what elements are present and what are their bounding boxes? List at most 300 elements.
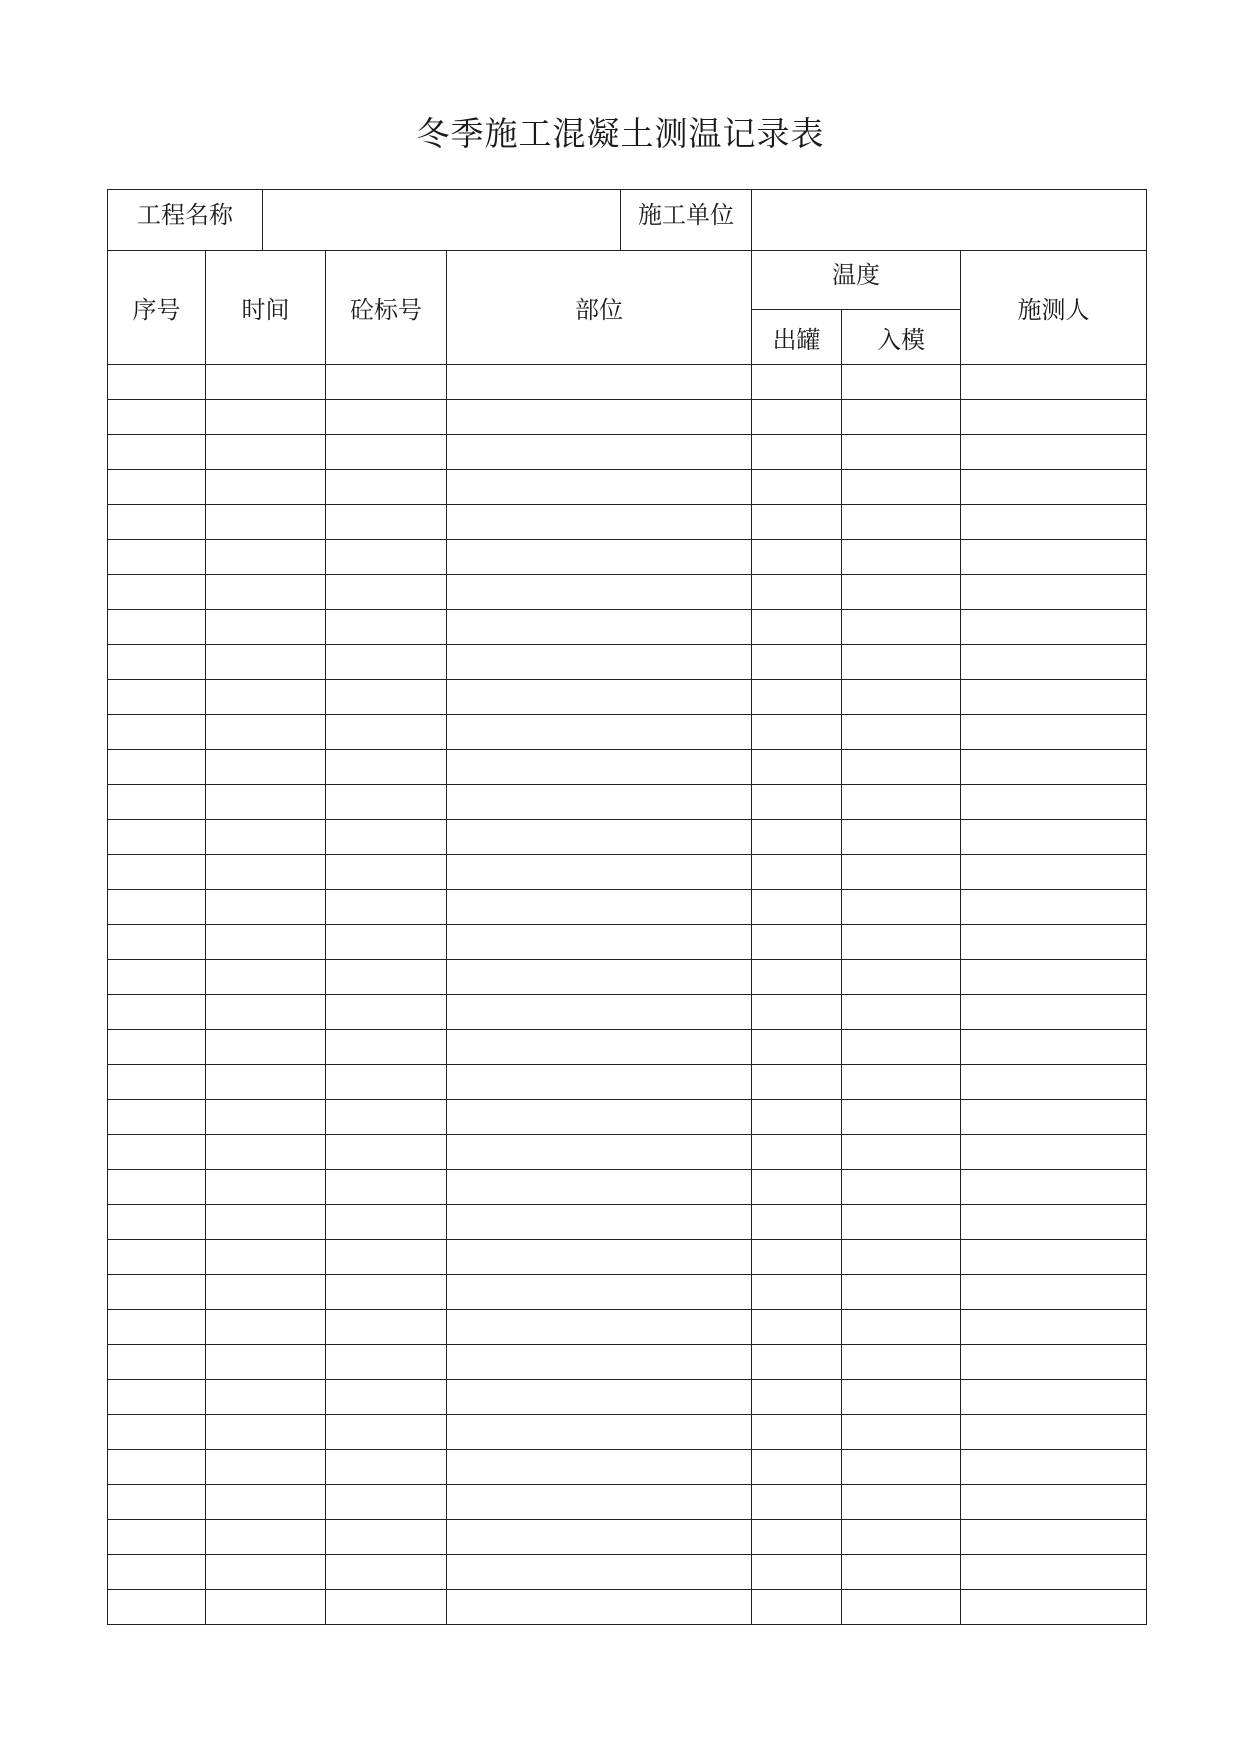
cell-grade[interactable] <box>326 400 447 435</box>
cell-tester[interactable] <box>961 680 1147 715</box>
cell-tester[interactable] <box>961 540 1147 575</box>
cell-grade[interactable] <box>326 750 447 785</box>
cell-tester[interactable] <box>961 1485 1147 1520</box>
cell-time[interactable] <box>206 400 326 435</box>
cell-tester[interactable] <box>961 995 1147 1030</box>
cell-tester[interactable] <box>961 1345 1147 1380</box>
cell-seq[interactable] <box>108 1485 206 1520</box>
cell-seq[interactable] <box>108 575 206 610</box>
col-header-tester: 施测人 <box>961 251 1147 365</box>
cell-seq[interactable] <box>108 1030 206 1065</box>
cell-tester[interactable] <box>961 435 1147 470</box>
col-header-temperature: 温度 <box>752 251 961 310</box>
cell-outlet[interactable] <box>752 680 842 715</box>
table-row <box>108 1380 1147 1415</box>
cell-time[interactable] <box>206 1415 326 1450</box>
cell-in-mold[interactable] <box>842 1555 961 1590</box>
table-row <box>108 1485 1147 1520</box>
cell-location[interactable] <box>447 645 752 680</box>
cell-in-mold[interactable] <box>842 1205 961 1240</box>
cell-tester[interactable] <box>961 925 1147 960</box>
table-row <box>108 1415 1147 1450</box>
cell-seq[interactable] <box>108 1415 206 1450</box>
cell-seq[interactable] <box>108 715 206 750</box>
table-row <box>108 645 1147 680</box>
cell-time[interactable] <box>206 925 326 960</box>
cell-in-mold[interactable] <box>842 435 961 470</box>
cell-grade[interactable] <box>326 505 447 540</box>
temperature-record-table <box>107 189 1147 1625</box>
cell-grade[interactable] <box>326 890 447 925</box>
cell-in-mold[interactable] <box>842 1135 961 1170</box>
cell-in-mold[interactable] <box>842 1100 961 1135</box>
cell-location[interactable] <box>447 960 752 995</box>
cell-time[interactable] <box>206 435 326 470</box>
cell-location[interactable] <box>447 820 752 855</box>
contractor-label: 施工单位 <box>621 190 752 251</box>
cell-in-mold[interactable] <box>842 680 961 715</box>
cell-outlet[interactable] <box>752 1205 842 1240</box>
cell-in-mold[interactable] <box>842 1415 961 1450</box>
cell-time[interactable] <box>206 1485 326 1520</box>
cell-in-mold[interactable] <box>842 645 961 680</box>
cell-seq[interactable] <box>108 645 206 680</box>
cell-tester[interactable] <box>961 715 1147 750</box>
cell-outlet[interactable] <box>752 960 842 995</box>
cell-time[interactable] <box>206 575 326 610</box>
cell-seq[interactable] <box>108 1310 206 1345</box>
cell-location[interactable] <box>447 1170 752 1205</box>
cell-outlet[interactable] <box>752 1520 842 1555</box>
cell-time[interactable] <box>206 1065 326 1100</box>
cell-seq[interactable] <box>108 400 206 435</box>
cell-time[interactable] <box>206 1380 326 1415</box>
table-row <box>108 715 1147 750</box>
cell-outlet[interactable] <box>752 1065 842 1100</box>
cell-outlet[interactable] <box>752 1380 842 1415</box>
cell-outlet[interactable] <box>752 855 842 890</box>
cell-in-mold[interactable] <box>842 1345 961 1380</box>
cell-seq[interactable] <box>108 365 206 400</box>
cell-location[interactable] <box>447 1310 752 1345</box>
cell-location[interactable] <box>447 1205 752 1240</box>
cell-tester[interactable] <box>961 1100 1147 1135</box>
cell-location[interactable] <box>447 715 752 750</box>
cell-in-mold[interactable] <box>842 400 961 435</box>
cell-in-mold[interactable] <box>842 1275 961 1310</box>
cell-outlet[interactable] <box>752 1030 842 1065</box>
cell-tester[interactable] <box>961 855 1147 890</box>
cell-tester[interactable] <box>961 505 1147 540</box>
table-row <box>108 1065 1147 1100</box>
cell-location[interactable] <box>447 1030 752 1065</box>
cell-location[interactable] <box>447 1415 752 1450</box>
cell-time[interactable] <box>206 1345 326 1380</box>
table-row <box>108 1555 1147 1590</box>
cell-tester[interactable] <box>961 785 1147 820</box>
cell-grade[interactable] <box>326 1415 447 1450</box>
cell-tester[interactable] <box>961 1135 1147 1170</box>
cell-time[interactable] <box>206 785 326 820</box>
col-header-grade: 砼标号 <box>326 251 447 365</box>
cell-outlet[interactable] <box>752 645 842 680</box>
cell-grade[interactable] <box>326 1485 447 1520</box>
cell-in-mold[interactable] <box>842 1240 961 1275</box>
cell-outlet[interactable] <box>752 995 842 1030</box>
table-row <box>108 575 1147 610</box>
cell-grade[interactable] <box>326 1555 447 1590</box>
cell-time[interactable] <box>206 1275 326 1310</box>
cell-seq[interactable] <box>108 505 206 540</box>
cell-time[interactable] <box>206 890 326 925</box>
cell-grade[interactable] <box>326 1030 447 1065</box>
table-row <box>108 960 1147 995</box>
cell-outlet[interactable] <box>752 785 842 820</box>
cell-location[interactable] <box>447 1590 752 1625</box>
cell-tester[interactable] <box>961 470 1147 505</box>
table-row <box>108 505 1147 540</box>
cell-grade[interactable] <box>326 470 447 505</box>
table-row <box>108 995 1147 1030</box>
cell-time[interactable] <box>206 995 326 1030</box>
col-header-outlet: 出罐 <box>752 310 842 365</box>
header-row-1 <box>108 251 1147 310</box>
cell-location[interactable] <box>447 610 752 645</box>
cell-grade[interactable] <box>326 1275 447 1310</box>
cell-in-mold[interactable] <box>842 1520 961 1555</box>
cell-time[interactable] <box>206 715 326 750</box>
cell-grade[interactable] <box>326 820 447 855</box>
cell-in-mold[interactable] <box>842 1485 961 1520</box>
table-row <box>108 1520 1147 1555</box>
cell-grade[interactable] <box>326 1380 447 1415</box>
cell-grade[interactable] <box>326 1100 447 1135</box>
col-header-seq: 序号 <box>108 251 206 365</box>
cell-in-mold[interactable] <box>842 1170 961 1205</box>
cell-outlet[interactable] <box>752 505 842 540</box>
table-row <box>108 820 1147 855</box>
cell-seq[interactable] <box>108 1065 206 1100</box>
cell-outlet[interactable] <box>752 890 842 925</box>
cell-location[interactable] <box>447 1485 752 1520</box>
data-rows <box>108 365 1147 1625</box>
cell-in-mold[interactable] <box>842 540 961 575</box>
cell-seq[interactable] <box>108 995 206 1030</box>
cell-location[interactable] <box>447 1240 752 1275</box>
cell-location[interactable] <box>447 575 752 610</box>
table-row <box>108 1135 1147 1170</box>
cell-grade[interactable] <box>326 540 447 575</box>
cell-in-mold[interactable] <box>842 995 961 1030</box>
cell-location[interactable] <box>447 1065 752 1100</box>
cell-time[interactable] <box>206 855 326 890</box>
cell-location[interactable] <box>447 435 752 470</box>
cell-in-mold[interactable] <box>842 855 961 890</box>
cell-grade[interactable] <box>326 1205 447 1240</box>
cell-location[interactable] <box>447 855 752 890</box>
cell-tester[interactable] <box>961 1590 1147 1625</box>
cell-time[interactable] <box>206 470 326 505</box>
cell-in-mold[interactable] <box>842 750 961 785</box>
cell-tester[interactable] <box>961 1450 1147 1485</box>
cell-location[interactable] <box>447 1345 752 1380</box>
cell-tester[interactable] <box>961 750 1147 785</box>
contractor-field[interactable] <box>752 190 1147 251</box>
cell-grade[interactable] <box>326 1240 447 1275</box>
cell-location[interactable] <box>447 680 752 715</box>
cell-tester[interactable] <box>961 400 1147 435</box>
cell-location[interactable] <box>447 365 752 400</box>
cell-in-mold[interactable] <box>842 925 961 960</box>
col-header-time: 时间 <box>206 251 326 365</box>
cell-grade[interactable] <box>326 1065 447 1100</box>
table-row <box>108 1240 1147 1275</box>
cell-location[interactable] <box>447 995 752 1030</box>
cell-seq[interactable] <box>108 1240 206 1275</box>
cell-tester[interactable] <box>961 1170 1147 1205</box>
cell-grade[interactable] <box>326 1135 447 1170</box>
cell-grade[interactable] <box>326 365 447 400</box>
cell-in-mold[interactable] <box>842 890 961 925</box>
cell-in-mold[interactable] <box>842 365 961 400</box>
cell-outlet[interactable] <box>752 470 842 505</box>
cell-seq[interactable] <box>108 470 206 505</box>
table-row <box>108 1310 1147 1345</box>
cell-seq[interactable] <box>108 680 206 715</box>
cell-in-mold[interactable] <box>842 610 961 645</box>
cell-outlet[interactable] <box>752 435 842 470</box>
cell-time[interactable] <box>206 1205 326 1240</box>
cell-time[interactable] <box>206 1310 326 1345</box>
cell-location[interactable] <box>447 1100 752 1135</box>
cell-outlet[interactable] <box>752 1240 842 1275</box>
cell-location[interactable] <box>447 1135 752 1170</box>
cell-grade[interactable] <box>326 645 447 680</box>
cell-grade[interactable] <box>326 960 447 995</box>
cell-tester[interactable] <box>961 890 1147 925</box>
cell-time[interactable] <box>206 540 326 575</box>
cell-location[interactable] <box>447 925 752 960</box>
cell-tester[interactable] <box>961 1520 1147 1555</box>
project-info-row <box>108 190 1147 251</box>
cell-grade[interactable] <box>326 855 447 890</box>
cell-time[interactable] <box>206 610 326 645</box>
col-header-location: 部位 <box>447 251 752 365</box>
cell-grade[interactable] <box>326 1170 447 1205</box>
cell-in-mold[interactable] <box>842 505 961 540</box>
cell-grade[interactable] <box>326 785 447 820</box>
table-row <box>108 1030 1147 1065</box>
cell-seq[interactable] <box>108 1205 206 1240</box>
cell-outlet[interactable] <box>752 1135 842 1170</box>
cell-tester[interactable] <box>961 575 1147 610</box>
cell-outlet[interactable] <box>752 400 842 435</box>
cell-time[interactable] <box>206 645 326 680</box>
table-row <box>108 435 1147 470</box>
table-row <box>108 470 1147 505</box>
table-row <box>108 1590 1147 1625</box>
cell-time[interactable] <box>206 1100 326 1135</box>
project-name-label: 工程名称 <box>108 190 263 251</box>
cell-seq[interactable] <box>108 1380 206 1415</box>
cell-location[interactable] <box>447 1380 752 1415</box>
cell-seq[interactable] <box>108 540 206 575</box>
cell-outlet[interactable] <box>752 1275 842 1310</box>
cell-grade[interactable] <box>326 715 447 750</box>
cell-in-mold[interactable] <box>842 470 961 505</box>
cell-time[interactable] <box>206 1520 326 1555</box>
table-row <box>108 540 1147 575</box>
table-row <box>108 1275 1147 1310</box>
cell-seq[interactable] <box>108 1450 206 1485</box>
cell-outlet[interactable] <box>752 1415 842 1450</box>
cell-in-mold[interactable] <box>842 785 961 820</box>
cell-time[interactable] <box>206 1555 326 1590</box>
cell-in-mold[interactable] <box>842 1450 961 1485</box>
cell-seq[interactable] <box>108 1555 206 1590</box>
cell-seq[interactable] <box>108 785 206 820</box>
project-name-field[interactable] <box>263 190 621 251</box>
cell-outlet[interactable] <box>752 1345 842 1380</box>
cell-grade[interactable] <box>326 1520 447 1555</box>
cell-tester[interactable] <box>961 1380 1147 1415</box>
table-row <box>108 750 1147 785</box>
cell-outlet[interactable] <box>752 925 842 960</box>
cell-seq[interactable] <box>108 1590 206 1625</box>
cell-grade[interactable] <box>326 435 447 470</box>
cell-tester[interactable] <box>961 1555 1147 1590</box>
table-row <box>108 855 1147 890</box>
cell-location[interactable] <box>447 750 752 785</box>
cell-in-mold[interactable] <box>842 960 961 995</box>
cell-seq[interactable] <box>108 925 206 960</box>
cell-outlet[interactable] <box>752 610 842 645</box>
cell-outlet[interactable] <box>752 575 842 610</box>
cell-grade[interactable] <box>326 680 447 715</box>
cell-tester[interactable] <box>961 1275 1147 1310</box>
cell-location[interactable] <box>447 890 752 925</box>
cell-in-mold[interactable] <box>842 1380 961 1415</box>
cell-grade[interactable] <box>326 1345 447 1380</box>
cell-outlet[interactable] <box>752 1100 842 1135</box>
cell-location[interactable] <box>447 470 752 505</box>
cell-tester[interactable] <box>961 1030 1147 1065</box>
cell-seq[interactable] <box>108 1170 206 1205</box>
cell-grade[interactable] <box>326 575 447 610</box>
cell-in-mold[interactable] <box>842 820 961 855</box>
cell-location[interactable] <box>447 505 752 540</box>
cell-grade[interactable] <box>326 1450 447 1485</box>
table-row <box>108 890 1147 925</box>
cell-tester[interactable] <box>961 645 1147 680</box>
cell-in-mold[interactable] <box>842 1590 961 1625</box>
cell-seq[interactable] <box>108 435 206 470</box>
cell-outlet[interactable] <box>752 1310 842 1345</box>
cell-outlet[interactable] <box>752 365 842 400</box>
cell-time[interactable] <box>206 365 326 400</box>
cell-time[interactable] <box>206 820 326 855</box>
cell-seq[interactable] <box>108 1520 206 1555</box>
cell-time[interactable] <box>206 1240 326 1275</box>
cell-seq[interactable] <box>108 1275 206 1310</box>
cell-grade[interactable] <box>326 610 447 645</box>
cell-outlet[interactable] <box>752 715 842 750</box>
table-row <box>108 610 1147 645</box>
cell-outlet[interactable] <box>752 1590 842 1625</box>
table-row <box>108 400 1147 435</box>
cell-time[interactable] <box>206 960 326 995</box>
cell-time[interactable] <box>206 1450 326 1485</box>
cell-tester[interactable] <box>961 1310 1147 1345</box>
cell-in-mold[interactable] <box>842 1065 961 1100</box>
table-row <box>108 1450 1147 1485</box>
table-row <box>108 1170 1147 1205</box>
cell-tester[interactable] <box>961 820 1147 855</box>
cell-outlet[interactable] <box>752 540 842 575</box>
cell-location[interactable] <box>447 1555 752 1590</box>
col-header-in-mold: 入模 <box>842 310 961 365</box>
cell-outlet[interactable] <box>752 1170 842 1205</box>
cell-seq[interactable] <box>108 610 206 645</box>
cell-in-mold[interactable] <box>842 1310 961 1345</box>
table-row <box>108 925 1147 960</box>
cell-location[interactable] <box>447 1275 752 1310</box>
cell-seq[interactable] <box>108 820 206 855</box>
cell-time[interactable] <box>206 1590 326 1625</box>
cell-location[interactable] <box>447 785 752 820</box>
cell-tester[interactable] <box>961 1415 1147 1450</box>
cell-tester[interactable] <box>961 1065 1147 1100</box>
cell-location[interactable] <box>447 1450 752 1485</box>
cell-outlet[interactable] <box>752 820 842 855</box>
cell-tester[interactable] <box>961 610 1147 645</box>
table-row <box>108 1345 1147 1380</box>
cell-tester[interactable] <box>961 1205 1147 1240</box>
cell-outlet[interactable] <box>752 750 842 785</box>
cell-time[interactable] <box>206 750 326 785</box>
cell-time[interactable] <box>206 680 326 715</box>
cell-outlet[interactable] <box>752 1485 842 1520</box>
cell-tester[interactable] <box>961 1240 1147 1275</box>
cell-seq[interactable] <box>108 855 206 890</box>
cell-time[interactable] <box>206 1170 326 1205</box>
cell-grade[interactable] <box>326 1310 447 1345</box>
cell-tester[interactable] <box>961 365 1147 400</box>
cell-seq[interactable] <box>108 890 206 925</box>
cell-seq[interactable] <box>108 1345 206 1380</box>
cell-outlet[interactable] <box>752 1555 842 1590</box>
cell-tester[interactable] <box>961 960 1147 995</box>
cell-time[interactable] <box>206 505 326 540</box>
cell-grade[interactable] <box>326 1590 447 1625</box>
page-title: 冬季施工混凝土测温记录表 <box>416 114 825 153</box>
cell-in-mold[interactable] <box>842 715 961 750</box>
cell-in-mold[interactable] <box>842 575 961 610</box>
cell-time[interactable] <box>206 1135 326 1170</box>
cell-outlet[interactable] <box>752 1450 842 1485</box>
cell-seq[interactable] <box>108 1135 206 1170</box>
cell-location[interactable] <box>447 540 752 575</box>
cell-in-mold[interactable] <box>842 1030 961 1065</box>
cell-location[interactable] <box>447 400 752 435</box>
cell-seq[interactable] <box>108 750 206 785</box>
cell-seq[interactable] <box>108 1100 206 1135</box>
cell-time[interactable] <box>206 1030 326 1065</box>
cell-location[interactable] <box>447 1520 752 1555</box>
cell-grade[interactable] <box>326 995 447 1030</box>
cell-grade[interactable] <box>326 925 447 960</box>
cell-seq[interactable] <box>108 960 206 995</box>
